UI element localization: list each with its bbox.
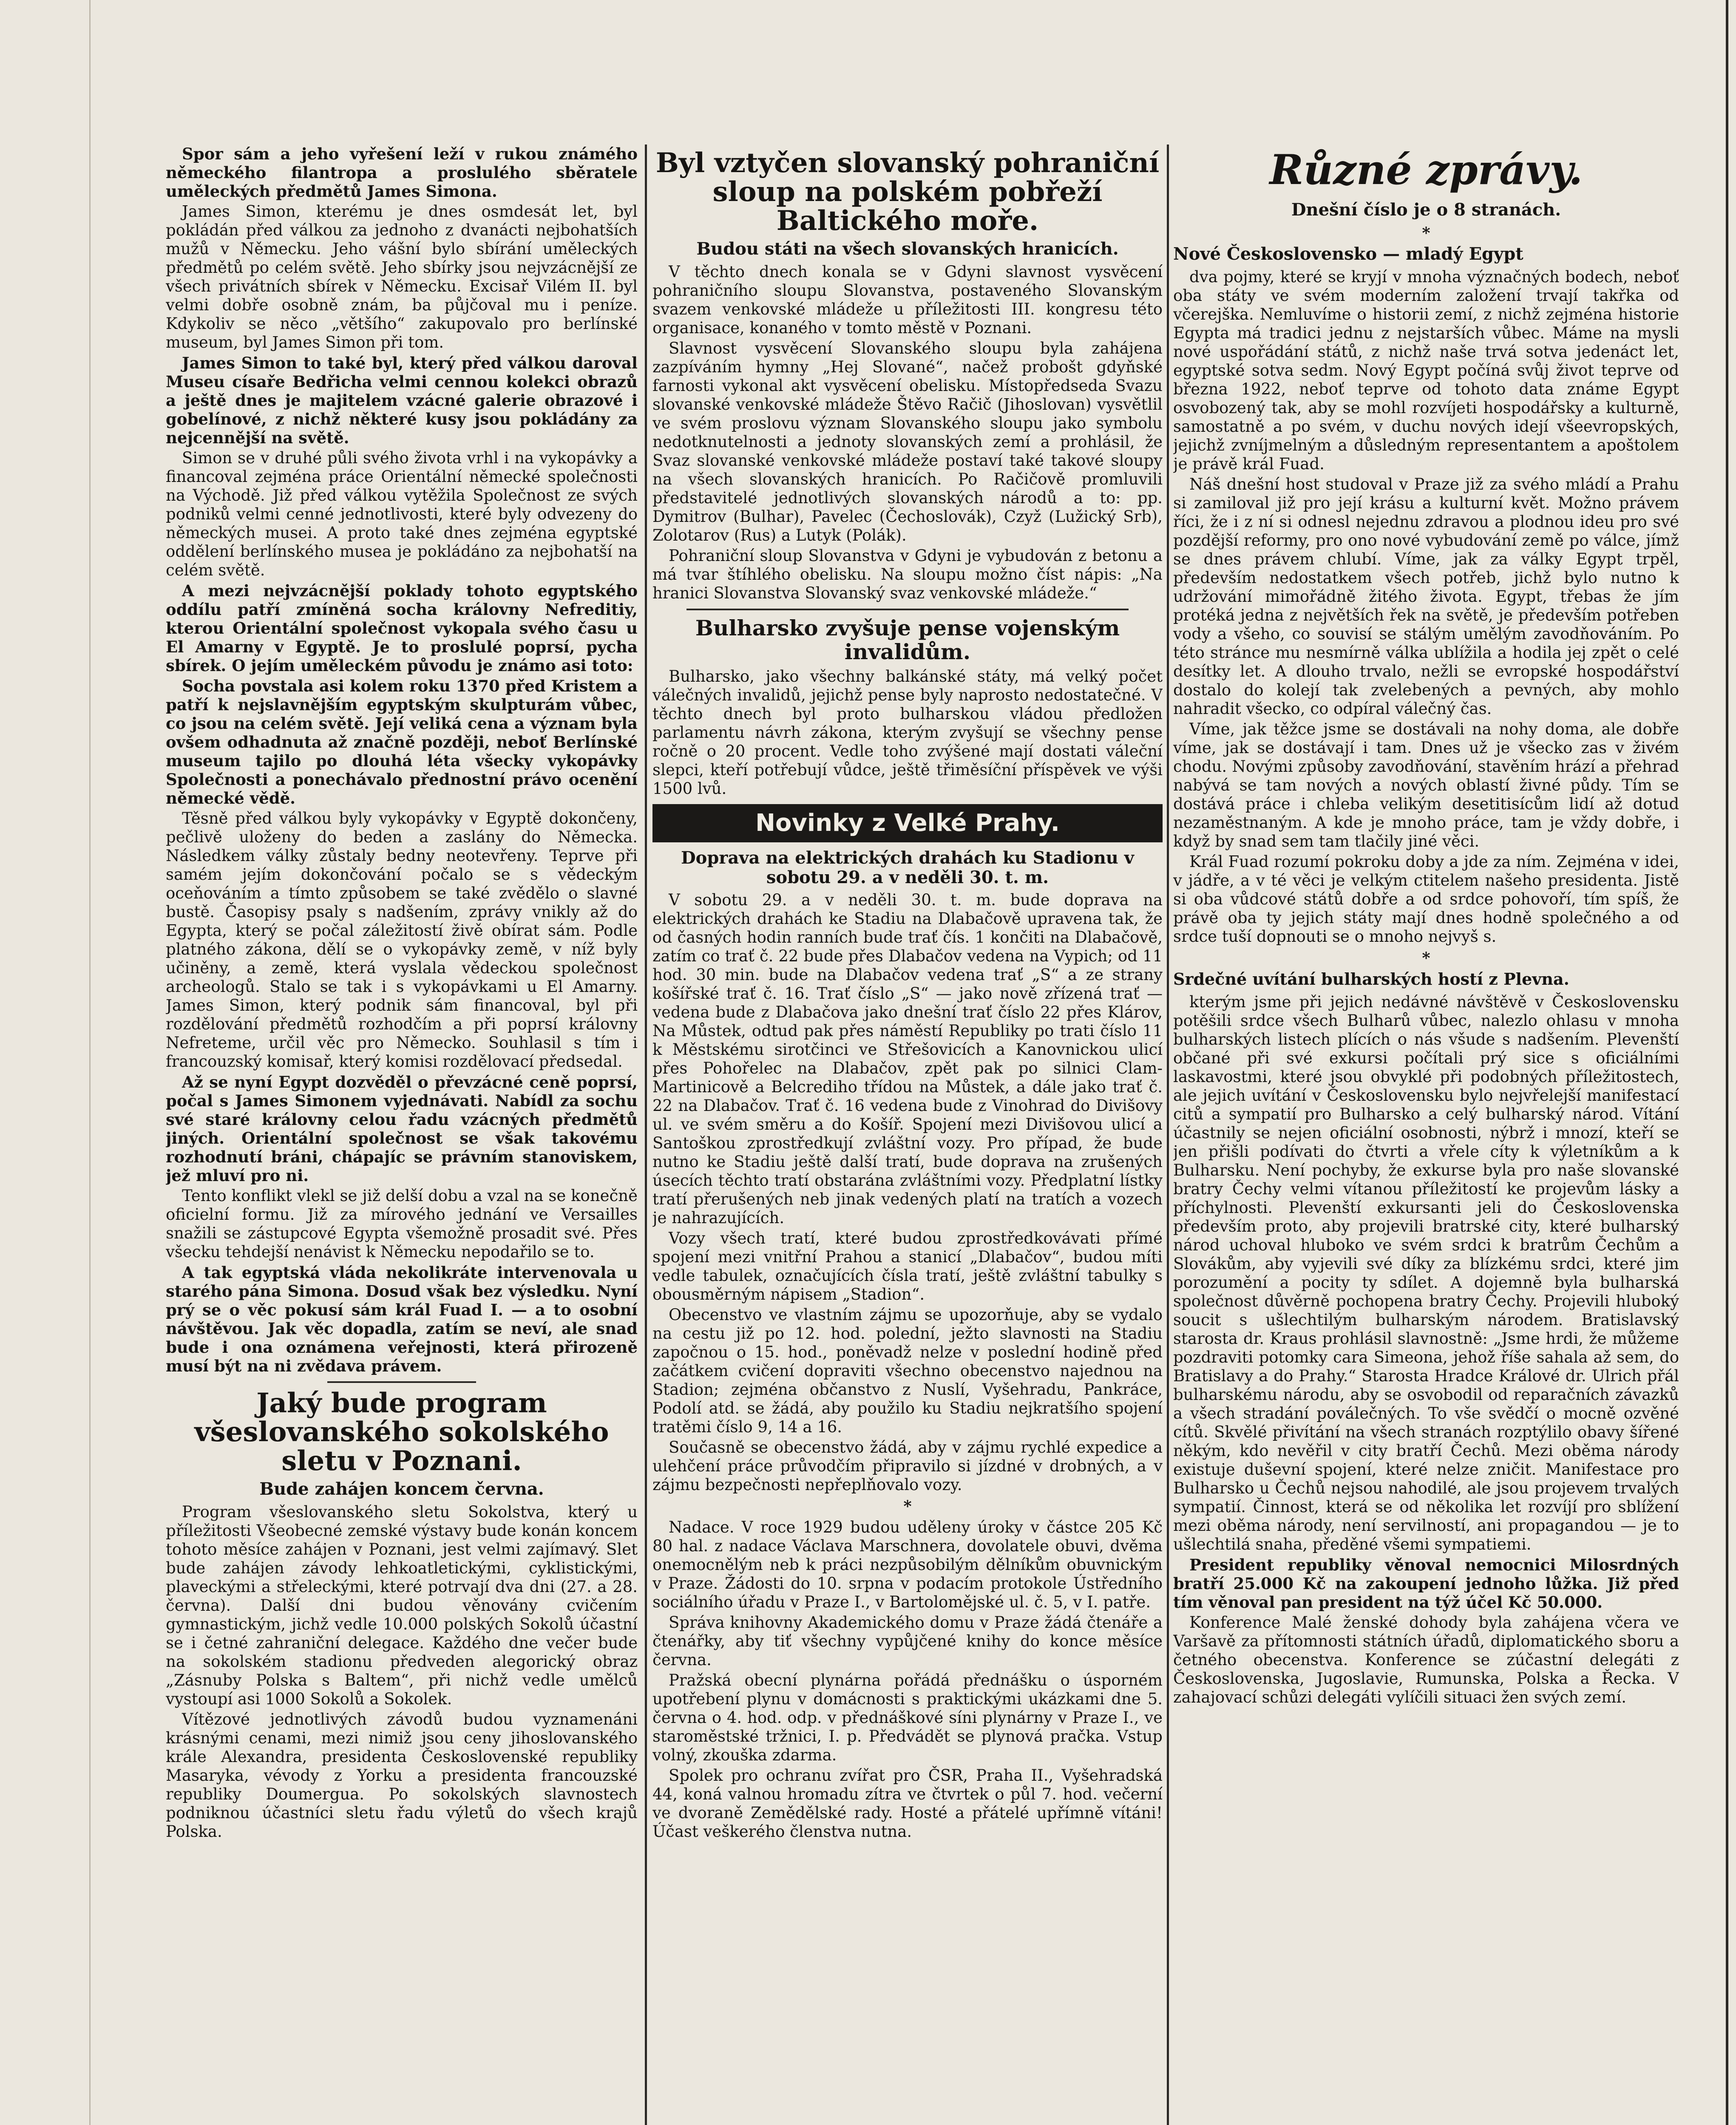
simon-paragraph: A tak egyptská vláda nekolikráte intervenovala u starého pána Simona. Dosud však bez výsledku. Nyní prý se o věc pokusí sám král Fuad I. — a to osobní návštěvou. Jak věc dopadla, zatím se neví, ale snad bude i ona oznámena veřejnosti, která přirozeně musí být na ni zvědava právem.	[166, 1263, 638, 1375]
notice-item: Konference Malé ženské dohody byla zahájena včera ve Varšavě za přítomnosti státních úřadů, diplomatického sboru a četného obecenstva. Konference se zúčastní delegáti z Československa, Jugoslavie, Rumunska, Polska a Řecka. V zahajovací schůzi delegáti vylíčili situaci žen svých zemí.	[1173, 1613, 1679, 1706]
slup-paragraph: Slavnost vysvěcení Slovanského sloupu byla zahájena zazpíváním hymny „Hej Slované“, načež probošt gdyňské farnosti vykonal akt vysvěcení obelisku. Místopředseda Svazu slovanské venkovské mládeže Štěvo Račič (Jihoslovan) vysvětlil ve svém proslovu význam Slovanského sloupu jako symbolu nedotknutelnosti a jednoty slovanských zemí a prohlásil, že Svaz slovanské venkovské mládeže postaví také takové sloupy na všech slovanských hranicích. Po Račičově promluvili představitelé jednotlivých slovanských národů a to: pp. Dymitrov (Bulhar), Pavelec (Čechoslovák), Czyž (Lužický Srb), Zolotarov (Rus) a Lutyk (Polák).	[652, 339, 1163, 544]
column-2	[652, 144, 1163, 2125]
page-edge-right	[1726, 0, 1728, 2125]
page-count-note: Dnešní číslo je o 8 stranách.	[1291, 200, 1561, 220]
egypt-paragraph: Král Fuad rozumí pokroku doby a jde za ním. Zejména v idei, v jádře, a v té věci je velkým ctitelem našeho presidenta. Jistě si oba vůdcové států dobře a od srdce pohovoří, tím spíš, že právě oba ty jejich státy mají dnes hodně společného a od srdce tuší dopnouti se o mnoho nejvyš s.	[1173, 853, 1679, 946]
divider	[686, 609, 1129, 610]
notice-item: Pražská obecní plynárna pořádá přednášku o úsporném upotřebení plynu v domácnosti s praktickými ukázkami dne 5. června o 4. hod. odp. v přednáškové síni plynárny v Praze I., ve staroměstské tržnici, I. p. Předvádět se plynová pračka. Vstup volný, zkouška zdarma.	[652, 1671, 1163, 1764]
simon-paragraph: James Simon to také byl, který před válkou daroval Museu císaře Bedřicha velmi cennou kolekci obrazů a ještě dnes je majitelem vzácné galerie obrazové i gobelínové, z nichž některé kusy jsou pokládány za nejcennější na světě.	[166, 354, 638, 447]
star-separator: *	[903, 1497, 912, 1516]
star-separator: *	[1422, 949, 1430, 967]
bulharsko-headline: Bulharsko zvyšuje pense vojenským invalidům.	[695, 615, 1120, 664]
slup-paragraph: V těchto dnech konala se v Gdyni slavnost vysvěcení pohraničního sloupu Slovanstva, postaveného Slovanským svazem venkovské mládeže u příležitosti III. kongresu této organisace, konaného v tomto městě v Poznani.	[652, 263, 1163, 337]
slup-paragraph: Pohraniční sloup Slovanstva v Gdyni je vybudován z betonu a má tvar štíhlého obelisku. Na sloupu možno číst nápis: „Na hranici Slovanstva Slovanský svaz venkovské mládeže.“	[652, 547, 1163, 602]
simon-intro: Spor sám a jeho vyřešení leží v rukou známého německého filantropa a proslulého sběratele uměleckých předmětů James Simona.	[166, 144, 638, 201]
egypt-paragraph: dva pojmy, které se kryjí v mnoha význačných bodech, neboť oba státy ve svém moderním založení trvají takřka od včerejška. Nemluvíme o historii zemí, z nichž zejména historie Egypta má tradici jednu z nejstarších vůbec. Máme na mysli nové uspořádání států, z nichž naše trvá sotva jedenáct let, egyptské sotva sedm. Nový Egypt počíná svůj život teprve od března 1922, neboť teprve od tohoto data známe Egypt osvobozený tak, aby se mohl rozvíjeti hospodářsky a kulturně, samostatně a po svém, v duchu nových idejí všeevropských, jejichž zvníjmelným a důsledným representantem a apoštolem je právě král Fuad.	[1173, 268, 1679, 473]
simon-paragraph: James Simon, kterému je dnes osmdesát let, byl pokládán před válkou za jednoho z dvanácti nejbohatších mužů v Německu. Jeho vášní bylo sbírání uměleckých předmětů po celém světě. Jeho sbírky jsou nejvzácnější ze všech privátních sbírek v Německu. Excisař Vilém II. byl velmi dobře osobně znám, ba půjčoval mu i peníze. Kdykoliv se něco „většího“ zakupovalo pro berlínské museum, byl James Simon při tom.	[166, 202, 638, 351]
doprava-paragraph: Vozy všech tratí, které budou zprostředkovávati přímé spojení mezi vnitřní Prahou a stanicí „Dlabačov“, budou míti vedle tabulek, označujících čísla tratí, ještě zvláštní tabulky s obousměrným nápisem „Stadion“.	[652, 1229, 1163, 1303]
page-edge-left	[89, 0, 91, 2125]
doprava-headline: Doprava na elektrických drahách ku Stadionu v sobotu 29. a v neděli 30. t. m.	[681, 848, 1135, 887]
doprava-paragraph: V sobotu 29. a v neděli 30. t. m. bude doprava na elektrických drahách ke Stadiu na Dlabačově upravena tak, že od časných hodin ranních bude trať čís. 1 končiti na Dlabačově, zatím co trať č. 22 bude přes Dlabačov vedena na Vypich; od 11 hod. 30 min. bude na Dlabačov vedena trať „S“ a ze strany košířské trať č. 16. Trať číslo „S“ — jako nově zřízená trať — vedena bude z Dlabačova jako dnešní trať číslo 22 přes Klárov, Na Můstek, odtud pak přes náměstí Republiky po trati číslo 11 k Městskému sirotčinci ve Střešovicích a Kanovnickou ulicí přes Pohořelec na Dlabačov, zpět pak po silnici Clam-Martinicově a Belcrediho třídou na Můstek, a dále jako trať č. 22 na Dlabačov. Trať č. 16 vedena bude z Vinohrad do Divišovy ul. ve svém směru a do Košíř. Spojení mezi Divišovou ulicí a Santoškou zprostředkují zvláštní vozy. Pro případ, že bude nutno ke Stadiu ještě další tratí, bude doprava na zrušených úsecích těchto tratí obstarána zvláštními vozy. Předplatní lístky tratí přerušených neb jinak vedených platí na tratích a vozech je nahrazujících.	[652, 891, 1163, 1227]
doprava-paragraph: Obecenstvo ve vlastním zájmu se upozorňuje, aby se vydalo na cestu již po 12. hod. polední, ježto slavnosti na Stadiu započnou o 15. hod., poněvadž nelze v poslední hodině před začátkem cvičení dopraviti všechno obecenstvo najednou na Stadion; zejména občanstvo z Nuslí, Vyšehradu, Pankráce, Podolí atd. se žádá, aby použilo ku Stadiu nejkratšího spojení tratěmi číslo 9, 14 a 16.	[652, 1306, 1163, 1436]
notice-item: Nadace. V roce 1929 budou uděleny úroky v částce 205 Kč 80 hal. z nadace Václava Marschnera, dovolatele obuvi, dvěma onemocnělým neb k práci nezpůsobilým dělníkům obuvnickým v Praze. Žádosti do 10. srpna v podacím protokole Ústředního sociálního úřadu v Praze I., v Bartolomějské ul. č. 5, v I. patře.	[652, 1518, 1163, 1611]
simon-paragraph: Tento konflikt vlekl se již delší dobu a vzal na se konečně oficielní formu. Již za mírového jednání ve Versailles snažili se zástupcové Egypta všemožně prosadit své. Přes všecku tehdejší nenávist k Německu nepodařilo se to.	[166, 1187, 638, 1261]
simon-paragraph: A mezi nejvzácnější poklady tohoto egyptského oddílu patří zmíněná socha královny Nefreditiy, kterou Orientální společnost vykopala svého času u El Amarny v Egyptě. Je to proslulé poprsí, pycha sbírek. O jejím uměleckém původu je známo asi toto:	[166, 581, 638, 675]
slup-headline: Byl vztyčen slovanský pohraniční sloup na polském pobřeží Baltického moře.	[655, 147, 1160, 237]
star-separator: *	[1422, 224, 1430, 242]
sokol-paragraph: Vítězové jednotlivých závodů budou vyznamenáni krásnými cenami, mezi nimiž jsou ceny jihoslovanského krále Alexandra, presidenta Československé republiky Masaryka, vévody z Yorku a presidenta francouzské republiky Doumergua. Po sokolských slavnostech podniknou účastníci sletu řadu výletů do všech krajů Polska.	[166, 1710, 638, 1841]
slup-subtitle: Budou státi na všech slovanských hranicích.	[696, 239, 1119, 259]
sokol-subtitle: Bude zahájen koncem června.	[259, 1479, 544, 1499]
sokol-headline: Jaký bude program všeslovanského sokolského sletu v Poznani.	[194, 1387, 609, 1477]
egypt-paragraph: Víme, jak těžce jsme se dostávali na nohy doma, ale dobře víme, jak se dostávají i tam. Dnes už je všecko zas v živém chodu. Novými způsoby zavodňování, stavěním hrází a přehrad nabývá se tam nových a nových oblastí živné půdy. Tím se dostává práce i chleba velikým desetitisícům lidí až dotud nezaměstnaným. A kde je mnoho práce, tam je vždy dobře, i když by snad sem tam tlačily jiné věci.	[1173, 720, 1679, 850]
doprava-paragraph: Současně se obecenstvo žádá, aby v zájmu rychlé expedice a ulehčení práce průvodčím připravilo si jízdné v drobných, a v zájmu bezpečnosti nepřeplňovalo vozy.	[652, 1438, 1163, 1494]
bulhari-headline: Srdečné uvítání bulharských hostí z Plevna.	[1173, 969, 1569, 989]
column-rule	[645, 144, 647, 2125]
egypt-headline: Nové Československo — mladý Egypt	[1173, 244, 1523, 264]
column-3	[1173, 144, 1679, 2125]
column-1	[166, 144, 638, 2125]
simon-paragraph: Simon se v druhé půli svého života vrhl i na vykopávky a financoval zejména práce Orientální německé společnosti na Východě. Již před válkou vytěžila Společnost ze svých podniků velmi cenné jednotlivosti, které byly odvezeny do německých musei. A proto také dnes zejména egyptské oddělení berlínského musea je pokládáno za nejbohatší na celém světě.	[166, 449, 638, 579]
section-header-razne-zpravy: Různé zprávy.	[1269, 146, 1583, 194]
simon-paragraph: Socha povstala asi kolem roku 1370 před Kristem a patří k nejslavnějším egyptským skulpturám vůbec, co jsou na celém světě. Její veliká cena a význam byla ovšem odhadnuta až značně později, neboť Berlínské museum tajilo po dlouhá léta všecky vykopávky Společnosti a ponechávalo přednostní právo ocenění německé vědě.	[166, 677, 638, 808]
divider	[327, 1381, 476, 1383]
section-banner-velka-praha: Novinky z Velké Prahy.	[652, 804, 1163, 842]
sokol-paragraph: Program všeslovanského sletu Sokolstva, který u příležitosti Všeobecné zemské výstavy bude konán koncem tohoto měsíce zahájen v Poznani, jest velmi zajímavý. Slet bude zahájen závody lehkoatletickými, cyklistickými, plaveckými a střeleckými, které potrvají dva dni (27. a 28. června). Další dni budou věnovány cvičením gymnastickým, jichž vedle 10.000 polských Sokolů účastní se i četné zahraniční delegace. Každého dne večer bude na sokolském stadionu předveden alegorický obraz „Zásnuby Polska s Baltem“, při nichž vedle umělců vystoupí asi 1000 Sokolů a Sokolek.	[166, 1503, 638, 1708]
notice-item: Správa knihovny Akademického domu v Praze žádá čtenáře a čtenářky, aby tiť všechny vypůjčené knihy do konce měsíce června.	[652, 1613, 1163, 1669]
bulhari-paragraph: kterým jsme při jejich nedávné návštěvě v Československu potěšili srdce všech Bulharů vůbec, nalezlo ohlasu v mnoha bulharských listech plících o nás všude s nadšením. Plevenští občané při své exkursi počítali prý sice s oficiálními laskavostmi, které jsou obvyklé při podobných příležitostech, ale jejich uvítání v Československu bylo nejvřelejší manifestací citů a sympatií pro Bulharsko a celý bulharský národ. Vítání účastnily se nejen oficiální osobnosti, nýbrž i mnozí, kteří se jen přišli podívati do čtvrti a vřele cíty k výletníkům a k Bulharsku. Není pochyby, že exkurse byla pro naše slovanské bratry Čechy velmi vítanou příležitostí ke projevům lásky a příchylnosti. Plevenští exkursanti jeli do Československa především proto, aby projevili bratrské city, které bulharský národ uchoval hluboko ve svém srdci k bratrům Čechům a Slovákům, aby vyjevili své díky za blízkému srdci, které jim porozumění a pocity ty sdílet. A dojemně byla bulharská společnost důvěrně pochopena bratry Čechy. Projevili hluboký soucit s ušlechtilým bulharským národem. Bratislavský starosta dr. Kraus prohlásil slavnostně: „Jsme hrdi, že můžeme pozdraviti potomky cara Simeona, jehož říše sahala až sem, do Bratislavy a do Prahy.“ Starosta Hradce Králové dr. Ulrich přál bulharskému národu, aby se osvobodil od reparačních závazků a všech stradání poválečných. To vše svědčí o mocně ozvěné cítů. Skvělé přivítání na všech stranách rozptýlilo obavy šířené někým, kdo nevěřil v city bratří Čechů. Mezi oběma národy existuje duševní spojení, které nelze zničit. Manifestace pro Bulharsko u Čechů nejsou nahodilé, ale jsou projevem trvalých sympatií. Činnost, která se od několika let rozvíjí pro sblížení mezi oběma národy, není servilností, ani propagandou — je to ušlechtilá snaha, předěné všemi sympatiemi.	[1173, 993, 1679, 1553]
egypt-paragraph: Náš dnešní host studoval v Praze již za svého mládí a Prahu si zamiloval již pro její krásu a kulturní květ. Možno právem říci, že i z ní si odnesl nejednu zdravou a plodnou ideu pro své pozdější reformy, pro ono nové vybudování země po válce, jímž se dnes právem chlubí. Víme, jak za války Egypt trpěl, především nedostatkem všech potřeb, jichž bylo nutno k udržování mimořádně žitého života. Egypt, třebas že jím protéká jedna z největších řek na světě, je především potřeben vody a všeho, co souvisí se stálým umělým zavodňováním. Po této stránce mu nesmírně válka ublížila a hodila jej zpět o celé desítky let. A dlouho trvalo, nežli se evropské hospodářství dostalo do kolejí tak zvelebených a pevných, aby mohlo nahradit všecko, co odpíral válečný čas.	[1173, 475, 1679, 718]
simon-paragraph: Těsně před válkou byly vykopávky v Egyptě dokončeny, pečlivě uloženy do beden a zaslány do Německa. Následkem války zůstaly bedny neotevřeny. Teprve při samém jejím dokončování počalo se s vědeckým oceňováním a tímto způsobem se také zvědělo o slavné bustě. Časopisy psaly s nadšením, zprávy vnikly až do Egypta, který se počal záležitostí živě obírat sám. Podle platného zákona, dělí se o vykopávky země, v níž byly učiněny, a země, která vyslala vědeckou společnost archeologů. Stalo se tak i s vykopávkami u El Amarny. James Simon, který podnik sám financoval, byl při rozdělování předmětů rozhodčím a při poprsí královny Nefreteme, určil věc pro Německo. Souhlasil s tím i francouzský komisař, který komisi rozdělovací předsedal.	[166, 809, 638, 1071]
bulharsko-paragraph: Bulharsko, jako všechny balkánské státy, má velký počet válečných invalidů, jejichž pense byly naprosto nedostatečné. V těchto dnech byl proto bulharskou vládou předložen parlamentu návrh zákona, kterým zvyšují se všechny pense ročně o 20 procent. Vedle toho zvýšené mají dostati váleční slepci, kteří potřebují vůdce, ještě třiměsíční příspěvek ve výši 1500 lvů.	[652, 667, 1163, 798]
notice-item: Spolek pro ochranu zvířat pro ČSR, Praha II., Vyšehradská 44, koná valnou hromadu zítra ve čtvrtek o půl 7. hod. večerní ve dvoraně Zemědělské rady. Hosté a přátelé upřímně vítáni! Účast veškerého členstva nutna.	[652, 1766, 1163, 1841]
simon-paragraph: Až se nyní Egypt dozvěděl o převzácné ceně poprsí, počal s James Simonem vyjednávati. Nabídl za sochu své staré královny celou řadu vzácných předmětů jiných. Orientální společnost se však takovému rozhodnutí bráni, chápajíc se právním stanoviskem, jež mluví pro ni.	[166, 1073, 638, 1185]
column-rule	[1167, 144, 1169, 2125]
notice-item: President republiky věnoval nemocnici Milosrdných bratří 25.000 Kč na zakoupení jednoho lůžka. Již před tím věnoval pan president na týž účel Kč 50.000.	[1173, 1556, 1679, 1612]
